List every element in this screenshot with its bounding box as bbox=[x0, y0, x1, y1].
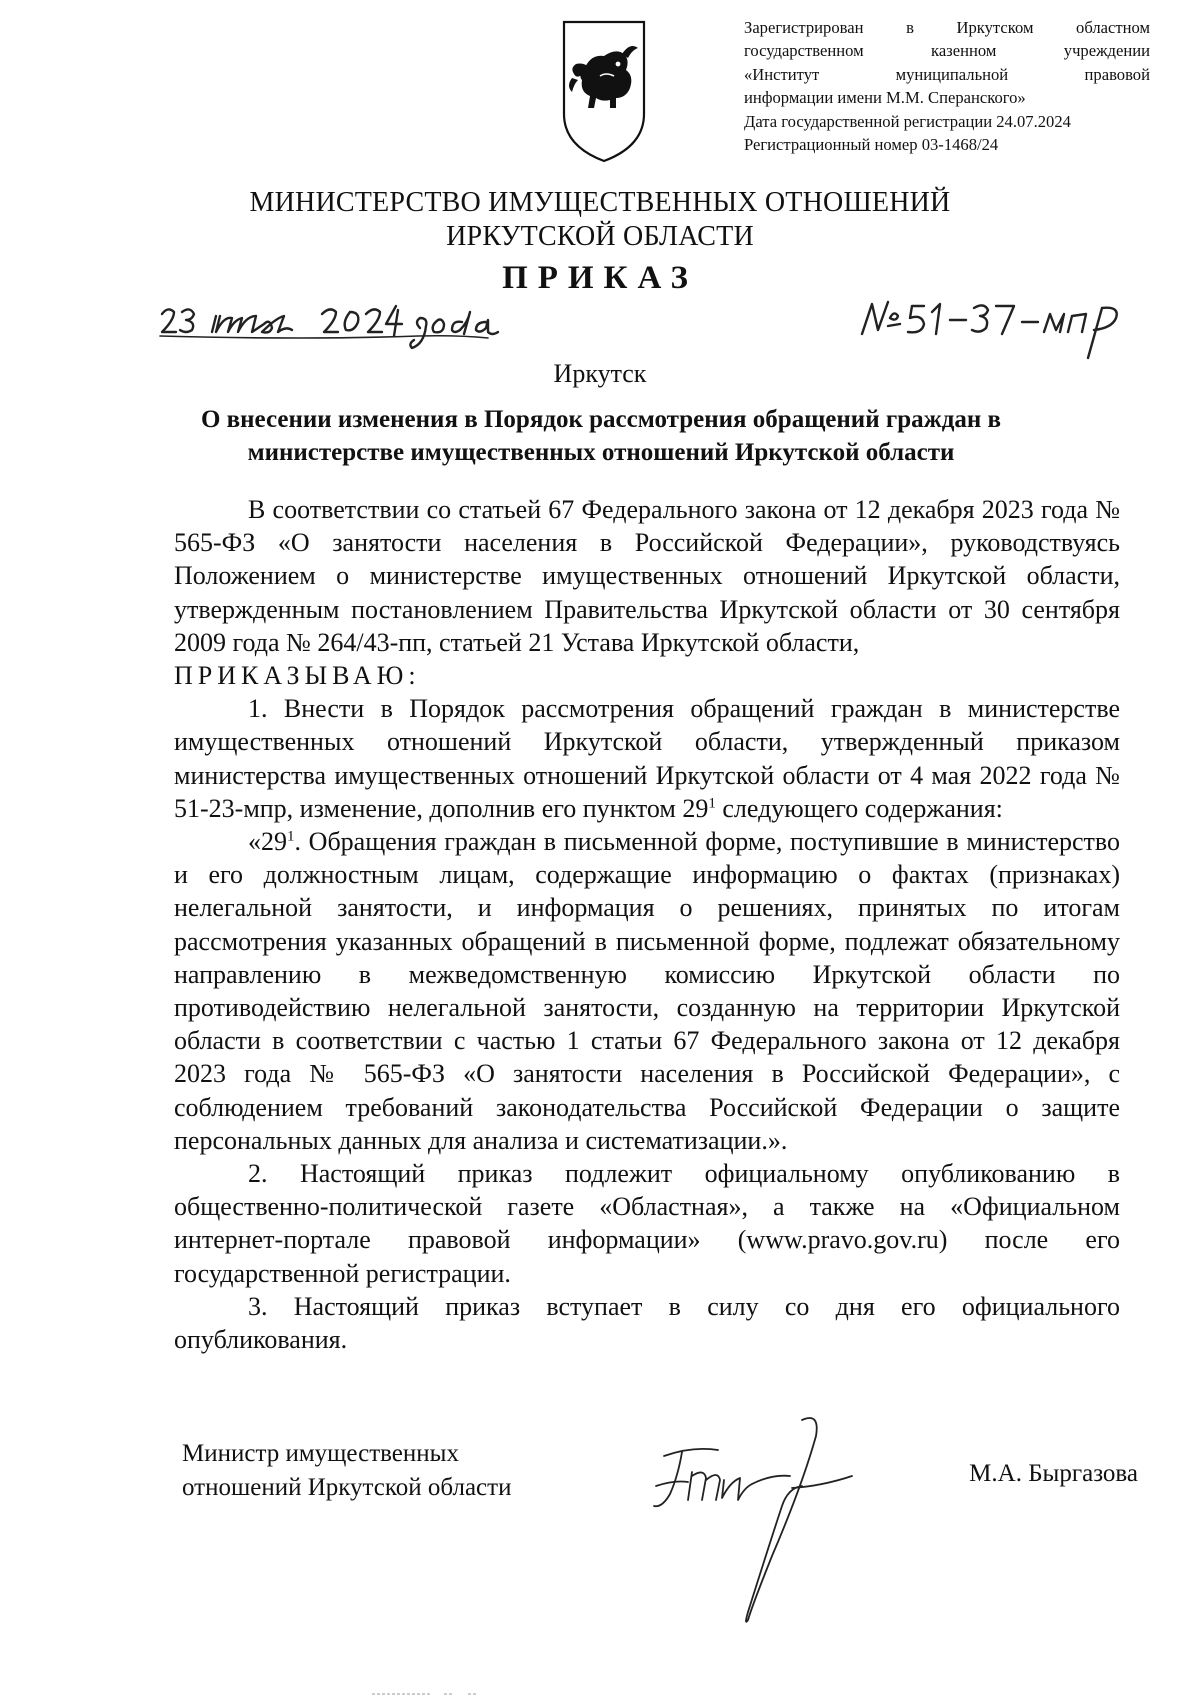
item-2-paragraph: 2. Настоящий приказ подлежит официальному опубликованию в общественно-политической газете «Областная», а также на «Официальном интернет-портале правовой информации» (www.pravo.gov.ru) после его государственной регистрации. bbox=[174, 1159, 1120, 1288]
quoted-point-superscript: 1 bbox=[287, 828, 295, 845]
order-body bbox=[174, 493, 1120, 1356]
registration-date-line: Дата государственной регистрации 24.07.2024 bbox=[744, 111, 1071, 131]
item-1-superscript: 1 bbox=[708, 795, 716, 812]
document-type-title: ПРИКАЗ bbox=[502, 260, 698, 296]
handwritten-signature bbox=[652, 1416, 892, 1626]
order-word: ПРИКАЗЫВАЮ: bbox=[174, 661, 421, 691]
registration-line: Зарегистрирован в Иркутском областном bbox=[744, 18, 1150, 37]
ministry-name-line: МИНИСТЕРСТВО ИМУЩЕСТВЕННЫХ ОТНОШЕНИЙ bbox=[249, 187, 951, 218]
city-name: Иркутск bbox=[553, 359, 647, 388]
registration-number-line: Регистрационный номер 03-1468/24 bbox=[744, 135, 999, 155]
quoted-point-paragraph bbox=[174, 825, 1120, 1157]
quoted-point-start: «29 bbox=[248, 827, 287, 857]
registration-line: государственном казенном учреждении bbox=[744, 41, 1150, 61]
registration-stamp bbox=[744, 16, 1150, 156]
signatory-position bbox=[182, 1437, 602, 1505]
ministry-name bbox=[200, 186, 1000, 254]
signatory-position-line: отношений Иркутской области bbox=[182, 1474, 512, 1501]
order-title-line: министерстве имущественных отношений Иркутской области bbox=[247, 439, 955, 466]
quoted-point-text: . Обращения граждан в письменной форме, поступившие в министерство и его должностным лицам, содержащие информацию о фактах (признаках) нелегальной занятости, и информация о решениях, принятых по итогам рассмотрения указанных обращений в письменной форме, подлежат обязательному направлению в межведомственную комиссию Иркутской области по противодействию нелегальной занятости, созданную на территории Иркутской области в соответствии с частью 1 статьи 67 Федерального закона от 12 декабря 2023 года № 565-ФЗ «О занятости населения в Российской Федерации», с соблюдением требований законодательства Российской Федерации о защите персональных данных для анализа и систематизации.». bbox=[174, 827, 1120, 1155]
item-3-paragraph: 3. Настоящий приказ вступает в силу со дня его официального опубликования. bbox=[174, 1291, 1120, 1355]
item-1-text-end: следующего содержания: bbox=[715, 793, 1003, 823]
handwritten-order-number bbox=[858, 300, 1126, 360]
item-1-text: 1. Внести в Порядок рассмотрения обращений граждан в министерстве имущественных отношений Иркутской области, утвержденный приказом министерства имущественных отношений Иркутской области от 4 мая 2022 года № 51-23-мпр, изменение, дополнив его пунктом 29 bbox=[174, 694, 1120, 823]
item-1-paragraph bbox=[174, 692, 1120, 825]
scan-artifact bbox=[372, 1683, 482, 1687]
signatory-position-line: Министр имущественных bbox=[182, 1440, 459, 1467]
coat-of-arms-emblem bbox=[560, 18, 648, 164]
registration-line: информации имени М.М. Сперанского» bbox=[744, 88, 1026, 108]
preamble-paragraph: В соответствии со статьей 67 Федерального закона от 12 декабря 2023 года № 565-ФЗ «О занятости населения в Российской Федерации», руководствуясь Положением о министерстве имущественных отношений Иркутской области, утвержденным постановлением Правительства Иркутской области от 30 сентября 2009 года № 264/43-пп, статьей 21 Устава Иркутской области, bbox=[174, 495, 1120, 657]
order-title bbox=[178, 403, 1024, 469]
ministry-name-line: ИРКУТСКОЙ ОБЛАСТИ bbox=[446, 221, 754, 252]
registration-line: «Институт муниципальной правовой bbox=[744, 64, 1150, 84]
handwritten-date bbox=[158, 302, 548, 358]
signatory-name: М.А. Быргазова bbox=[969, 1460, 1138, 1487]
order-title-line: О внесении изменения в Порядок рассмотрения обращений граждан в bbox=[200, 406, 1002, 433]
